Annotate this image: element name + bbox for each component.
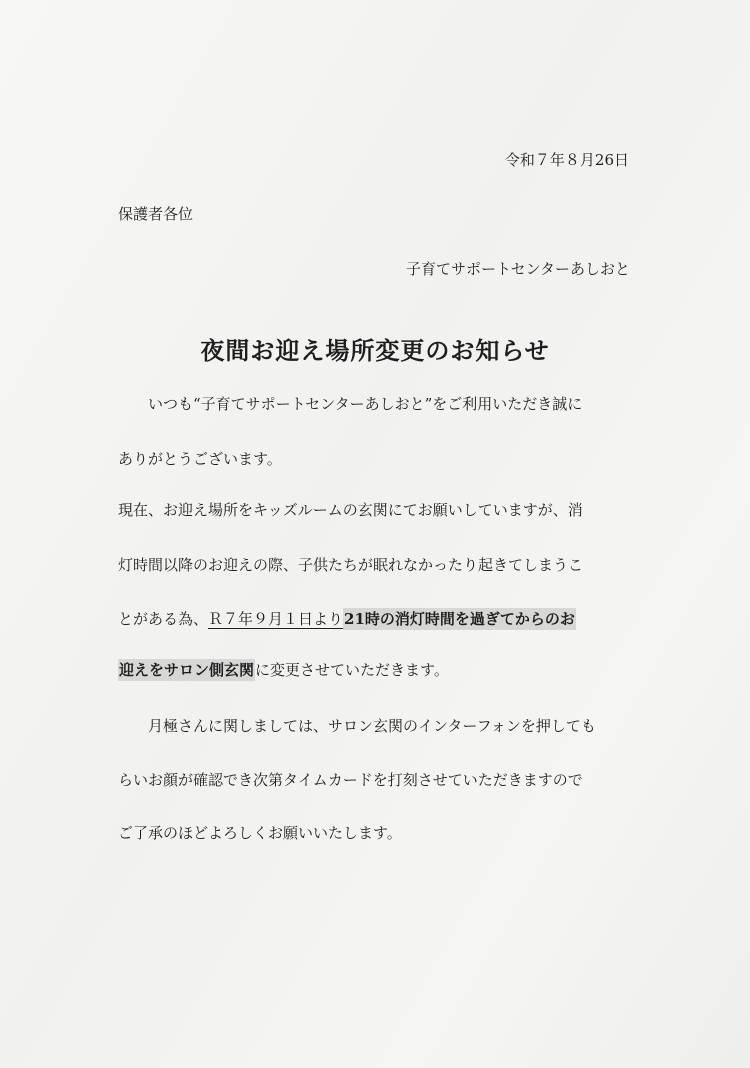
paragraph2-line4: [118, 660, 630, 680]
notice-date: 令和７年８月26日: [504, 151, 629, 169]
paragraph3-line2: らいお顔が確認でき次第タイムカードを打刻させていただきますので: [118, 771, 583, 789]
paragraph1-line2: ありがとうございます。: [118, 450, 282, 468]
paragraph3-line1: 月極さんに関しましては、サロン玄関のインターフォンを押しても: [148, 717, 596, 735]
effective-date: Ｒ７年９月１日より: [208, 610, 344, 628]
notice-recipient: 保護者各位: [118, 205, 194, 223]
highlighted-text-part2: 迎えをサロン側玄関: [119, 661, 255, 679]
paragraph2-line3-prefix: とがある為、: [118, 610, 209, 628]
notice-sender: 子育てサポートセンターあしおと: [406, 260, 630, 278]
paragraph1-line1: いつも“子育てサポートセンターあしおと”をご利用いただき誠に: [148, 395, 583, 413]
paragraph2-line1: 現在、お迎え場所をキッズルームの玄関にてお願いしていますが、消: [118, 501, 583, 519]
highlighted-text-part1: 21時の消灯時間を過ぎてからのお: [344, 610, 575, 628]
paragraph2-line2: 灯時間以降のお迎えの際、子供たちが眠れなかったり起きてしまうこ: [118, 556, 584, 574]
notice-title: 夜間お迎え場所変更のお知らせ: [200, 336, 550, 365]
paragraph2-line4-suffix: に変更させていただきます。: [255, 661, 449, 679]
paragraph2-line3: [118, 609, 630, 629]
paragraph3-line3: ご了承のほどよろしくお願いいたします。: [118, 824, 402, 842]
